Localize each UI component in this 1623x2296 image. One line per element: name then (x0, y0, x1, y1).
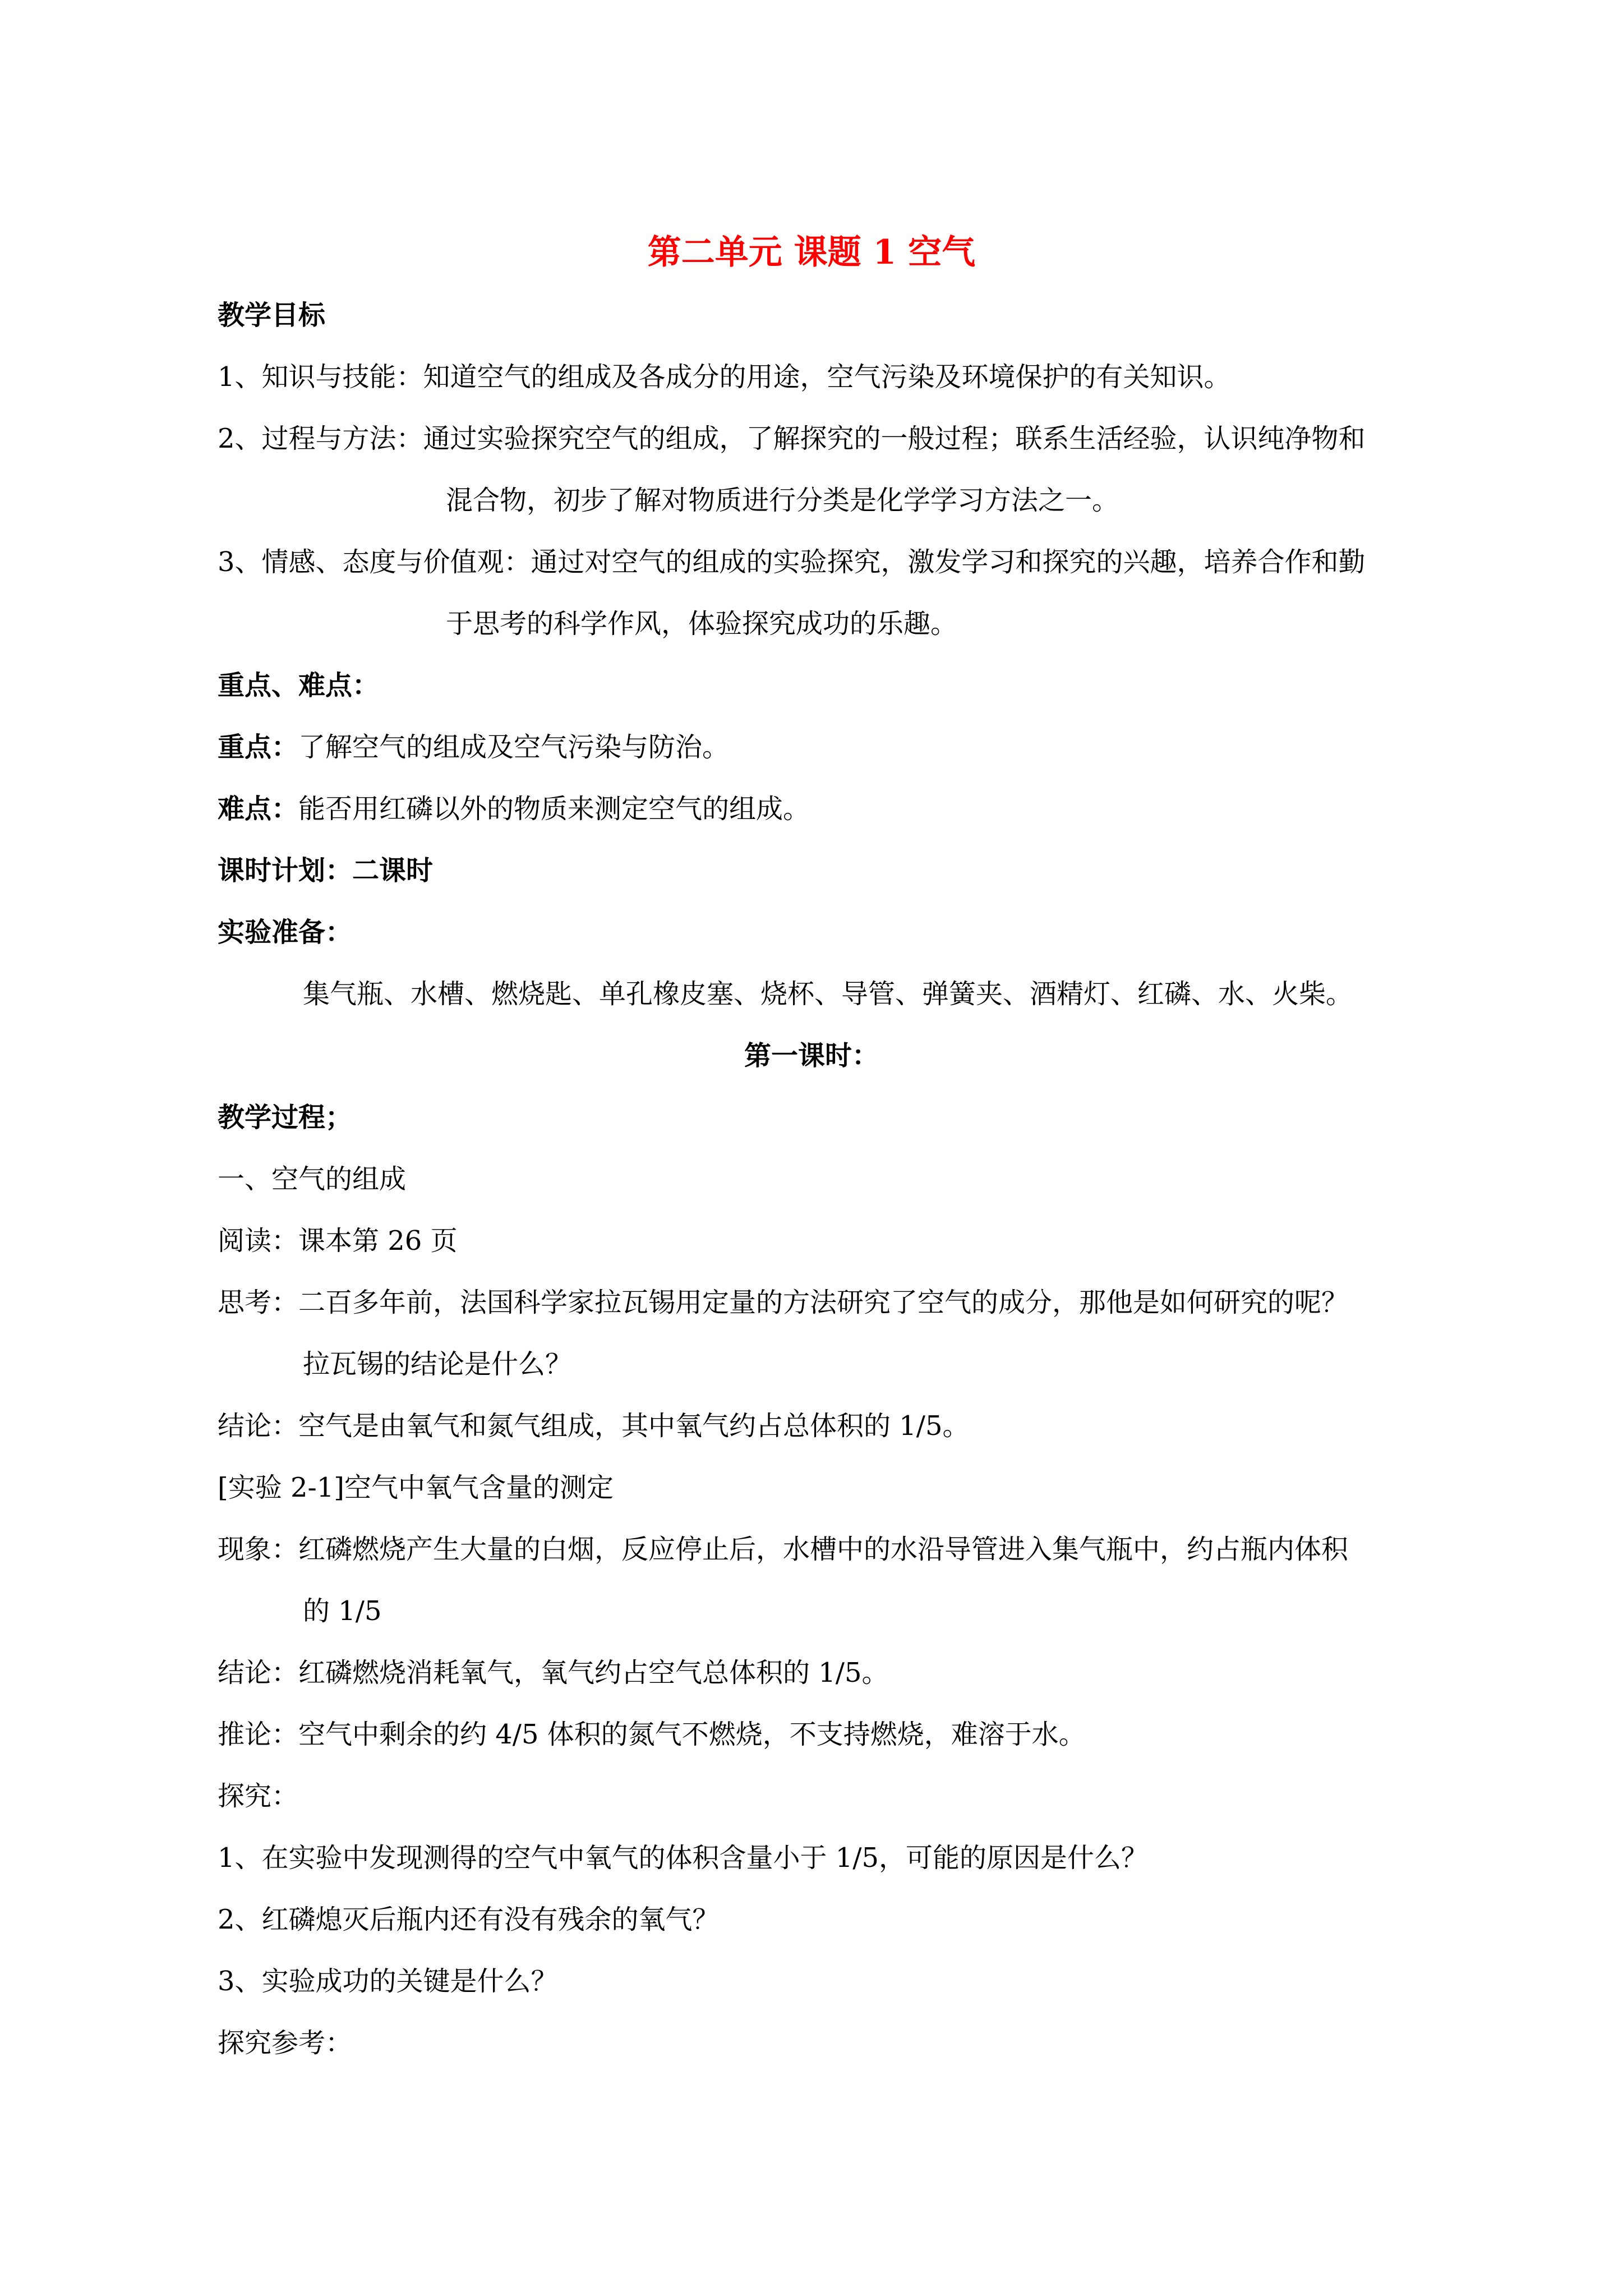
explore-question-1: 1、在实验中发现测得的空气中氧气的体积含量小于 1/5，可能的原因是什么？ (218, 1842, 1149, 1874)
objective-item-1: 1、知识与技能：知道空气的组成及各成分的用途，空气污染及环境保护的有关知识。 (218, 361, 1231, 393)
difficulty-line (218, 793, 810, 825)
phenomenon-line-1: 现象：红磷燃烧产生大量的白烟，反应停止后，水槽中的水沿导管进入集气瓶中，约占瓶内体积 (218, 1534, 1349, 1565)
objective-item-3-line-2: 于思考的科学作风，体验探究成功的乐趣。 (446, 608, 958, 639)
objective-item-2-line-1: 2、过程与方法：通过实验探究空气的组成，了解探究的一般过程；联系生活经验，认识纯净物和 (218, 423, 1366, 454)
inference-line: 推论：空气中剩余的约 4/5 体积的氮气不燃烧，不支持燃烧，难溶于水。 (218, 1719, 1086, 1750)
think-line-1: 思考：二百多年前，法国科学家拉瓦锡用定量的方法研究了空气的成分，那他是如何研究的呢？ (218, 1287, 1349, 1318)
think-line-2: 拉瓦锡的结论是什么？ (303, 1349, 573, 1380)
conclusion-1: 结论：空气是由氧气和氮气组成，其中氧气约占总体积的 1/5。 (218, 1410, 970, 1442)
process-heading: 教学过程； (218, 1102, 353, 1133)
lesson-1-heading: 第一课时： (744, 1040, 879, 1071)
phenomenon-line-2: 的 1/5 (303, 1595, 382, 1627)
focus-line (218, 731, 730, 763)
prep-materials: 集气瓶、水槽、燃烧匙、单孔橡皮塞、烧杯、导管、弹簧夹、酒精灯、红磷、水、火柴。 (303, 978, 1353, 1010)
explore-heading: 探究： (218, 1780, 299, 1812)
difficulty-label: 难点： (218, 793, 299, 825)
reading-line: 阅读：课本第 26 页 (218, 1225, 458, 1257)
objective-item-3-line-1: 3、情感、态度与价值观：通过对空气的组成的实验探究，激发学习和探究的兴趣，培养合作和勤 (218, 546, 1366, 578)
objectives-heading: 教学目标 (218, 300, 326, 331)
explore-question-3: 3、实验成功的关键是什么？ (218, 1966, 558, 1997)
focus-text: 了解空气的组成及空气污染与防治。 (298, 731, 730, 763)
key-points-heading: 重点、难点： (218, 670, 380, 701)
explore-reference: 探究参考： (218, 2027, 353, 2059)
prep-heading: 实验准备： (218, 917, 353, 948)
focus-label: 重点： (218, 731, 299, 763)
lesson-plan: 课时计划：二课时 (218, 855, 434, 886)
experiment-title: [实验 2-1]空气中氧气含量的测定 (218, 1472, 614, 1503)
difficulty-text: 能否用红磷以外的物质来测定空气的组成。 (298, 793, 810, 825)
section-1-heading: 一、空气的组成 (218, 1163, 407, 1195)
explore-question-2: 2、红磷熄灭后瓶内还有没有残余的氧气？ (218, 1904, 720, 1935)
conclusion-2: 结论：红磷燃烧消耗氧气，氧气约占空气总体积的 1/5。 (218, 1657, 889, 1688)
page-title: 第二单元 课题 1 空气 (647, 233, 976, 272)
objective-item-2-line-2: 混合物，初步了解对物质进行分类是化学学习方法之一。 (446, 485, 1119, 516)
